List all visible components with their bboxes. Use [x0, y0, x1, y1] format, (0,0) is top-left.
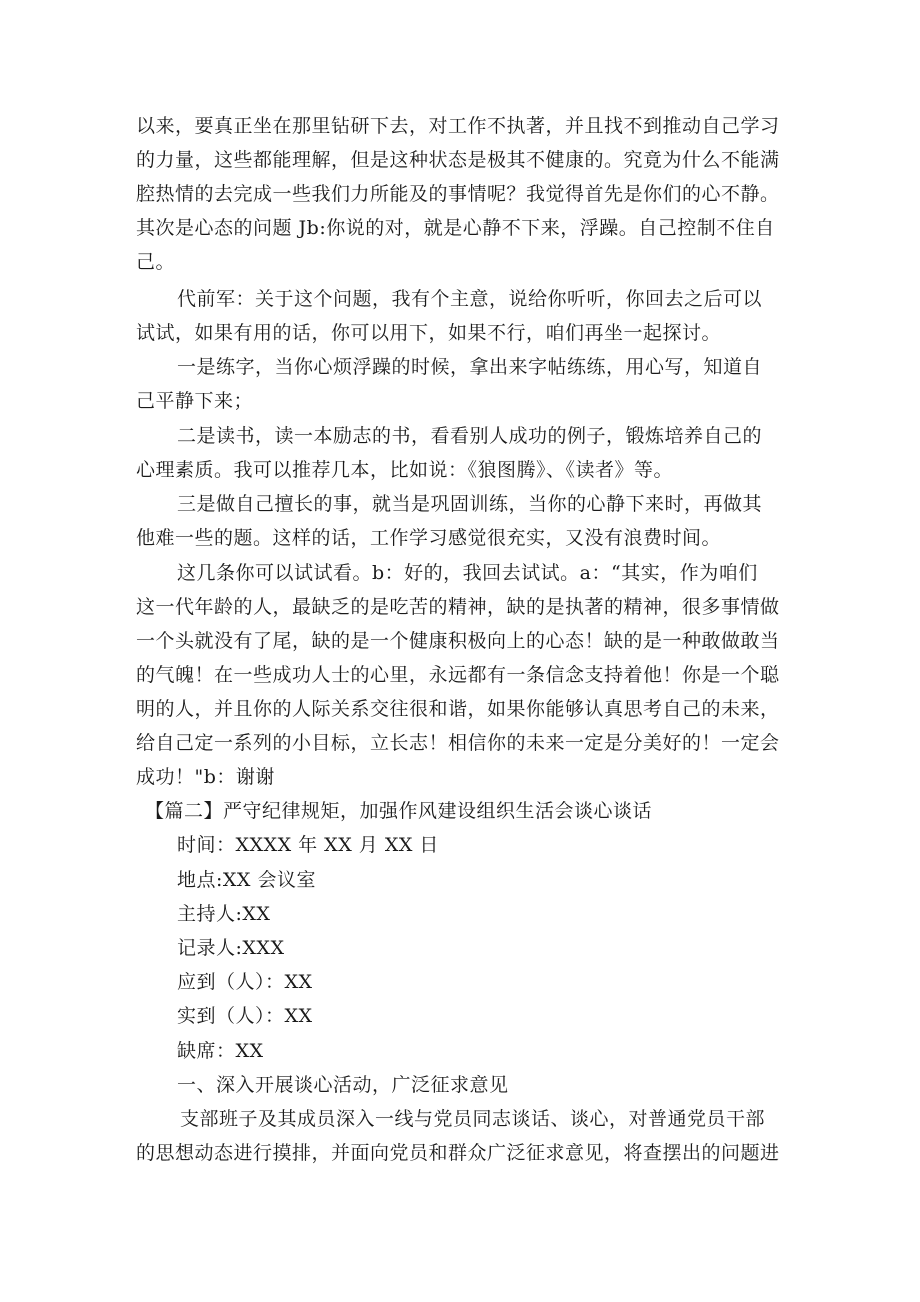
text-line: 的思想动态进行摸排，并面向党员和群众广泛征求意见，将查摆出的问题进: [136, 1142, 780, 1164]
text-line: 给自己定一系列的小目标，立长志！相信你的未来一定是分美好的！一定会: [136, 732, 780, 754]
subsection-heading: 一、深入开展谈心活动，广泛征求意见: [177, 1074, 509, 1096]
text-line: 一是练字，当你心烦浮躁的时候，拿出来字帖练练，用心写，知道自: [177, 356, 763, 378]
text-line: 以来，要真正坐在那里钻研下去，对工作不执著，并且找不到推动自己学习: [136, 115, 780, 137]
text-line: 支部班子及其成员深入一线与党员同志谈话、谈心，对普通党员干部: [180, 1108, 766, 1130]
absent: 缺席：XX: [177, 1040, 264, 1062]
meeting-host: 主持人:XX: [177, 903, 271, 925]
text-line: 他难一些的题。这样的话，工作学习感觉很充实，又没有浪费时间。: [136, 527, 722, 549]
actual-attendance: 实到（人）：XX: [177, 1005, 313, 1027]
meeting-recorder: 记录人:XXX: [177, 937, 285, 959]
text-line: 试试，如果有用的话，你可以用下，如果不行，咱们再坐一起探讨。: [136, 322, 722, 344]
meeting-location: 地点:XX 会议室: [177, 869, 316, 891]
text-line: 腔热情的去完成一些我们力所能及的事情呢？我觉得首先是你们的心不静。: [136, 183, 780, 205]
text-line: 己。: [136, 251, 176, 273]
text-line: 三是做自己擅长的事，就当是巩固训练，当你的心静下来时，再做其: [177, 493, 763, 515]
section-heading: 【篇二】严守纪律规矩，加强作风建设组织生活会谈心谈话: [145, 800, 653, 822]
text-line: 明的人，并且你的人际关系交往很和谐，如果你能够认真思考自己的未来，: [136, 698, 780, 720]
text-line: 的力量，这些都能理解，但是这种状态是极其不健康的。究竟为什么不能满: [136, 149, 780, 171]
text-line: 代前军：关于这个问题，我有个主意，说给你听听，你回去之后可以: [177, 288, 763, 310]
text-line: 的气魄！在一些成功人士的心里，永远都有一条信念支持着他！你是一个聪: [136, 664, 780, 686]
text-line: 其次是心态的问题 Jb:你说的对，就是心静不下来，浮躁。自己控制不住自: [136, 217, 775, 239]
text-line: 二是读书，读一本励志的书，看看别人成功的例子，锻炼培养自己的: [177, 425, 763, 447]
text-line: 心理素质。我可以推荐几本，比如说：《狼图腾》、《读者》等。: [136, 459, 674, 481]
meeting-time: 时间：XXXX 年 XX 月 XX 日: [177, 834, 439, 856]
expected-attendance: 应到（人）：XX: [177, 971, 313, 993]
text-line: 己平静下来；: [136, 390, 254, 412]
text-line: 这几条你可以试试看。b：好的，我回去试试。a：“其实，作为咱们: [177, 562, 758, 584]
text-line: 成功！"b：谢谢: [136, 766, 275, 788]
text-line: 一个头就没有了尾，缺的是一个健康积极向上的心态！缺的是一种敢做敢当: [136, 630, 780, 652]
text-line: 这一代年龄的人，最缺乏的是吃苦的精神，缺的是执著的精神，很多事情做: [136, 596, 780, 618]
